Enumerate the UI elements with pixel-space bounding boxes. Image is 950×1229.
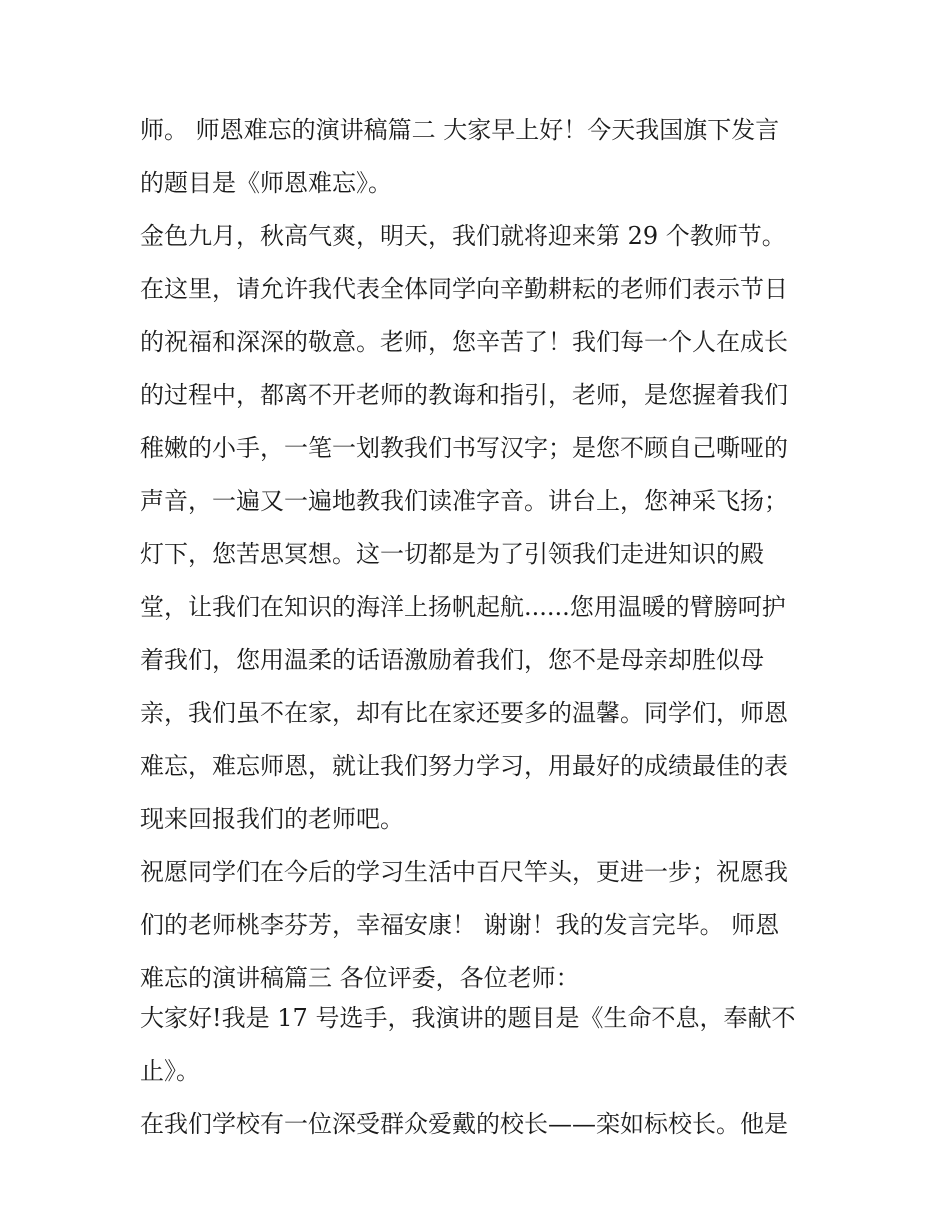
text-line: 的过程中，都离不开老师的教诲和指引，老师，是您握着我们 <box>140 381 788 409</box>
text-line: 们的老师桃李芬芳，幸福安康！ 谢谢！我的发言完毕。 师恩 <box>140 911 780 939</box>
text-line: 亲，我们虽不在家，却有比在家还要多的温馨。同学们，师恩 <box>140 699 788 727</box>
text-line: 的祝福和深深的敬意。老师，您辛苦了！我们每一个人在成长 <box>140 328 788 356</box>
text-line: 止》。 <box>140 1057 200 1085</box>
text-line: 堂，让我们在知识的海洋上扬帆起航......您用温暖的臂膀呵护 <box>140 593 786 621</box>
text-line: 大家好!我是 17 号选手，我演讲的题目是《生命不息，奉献不 <box>140 1004 796 1032</box>
speech-text <box>140 112 820 1142</box>
text-line: 着我们，您用温柔的话语激励着我们，您不是母亲却胜似母 <box>140 646 764 674</box>
text-line: 稚嫩的小手，一笔一划教我们书写汉字；是您不顾自己嘶哑的 <box>140 434 788 462</box>
text-line: 声音，一遍又一遍地教我们读准字音。讲台上，您神采飞扬； <box>140 487 788 515</box>
text-line: 师。 师恩难忘的演讲稿篇二 大家早上好！今天我国旗下发言 <box>140 116 780 144</box>
text-line: 金色九月，秋高气爽，明天，我们就将迎来第 29 个教师节。 <box>140 222 786 250</box>
text-line: 现来回报我们的老师吧。 <box>140 805 404 833</box>
text-line: 祝愿同学们在今后的学习生活中百尺竿头，更进一步；祝愿我 <box>140 858 788 886</box>
text-line: 灯下，您苦思冥想。这一切都是为了引领我们走进知识的殿 <box>140 540 764 568</box>
text-line: 在我们学校有一位深受群众爱戴的校长——栾如标校长。他是 <box>140 1110 788 1138</box>
text-line: 的题目是《师恩难忘》。 <box>140 169 392 197</box>
text-line: 难忘，难忘师恩，就让我们努力学习，用最好的成绩最佳的表 <box>140 752 788 780</box>
text-line: 难忘的演讲稿篇三 各位评委，各位老师： <box>140 964 580 992</box>
text-line: 在这里，请允许我代表全体同学向辛勤耕耘的老师们表示节日 <box>140 275 788 303</box>
